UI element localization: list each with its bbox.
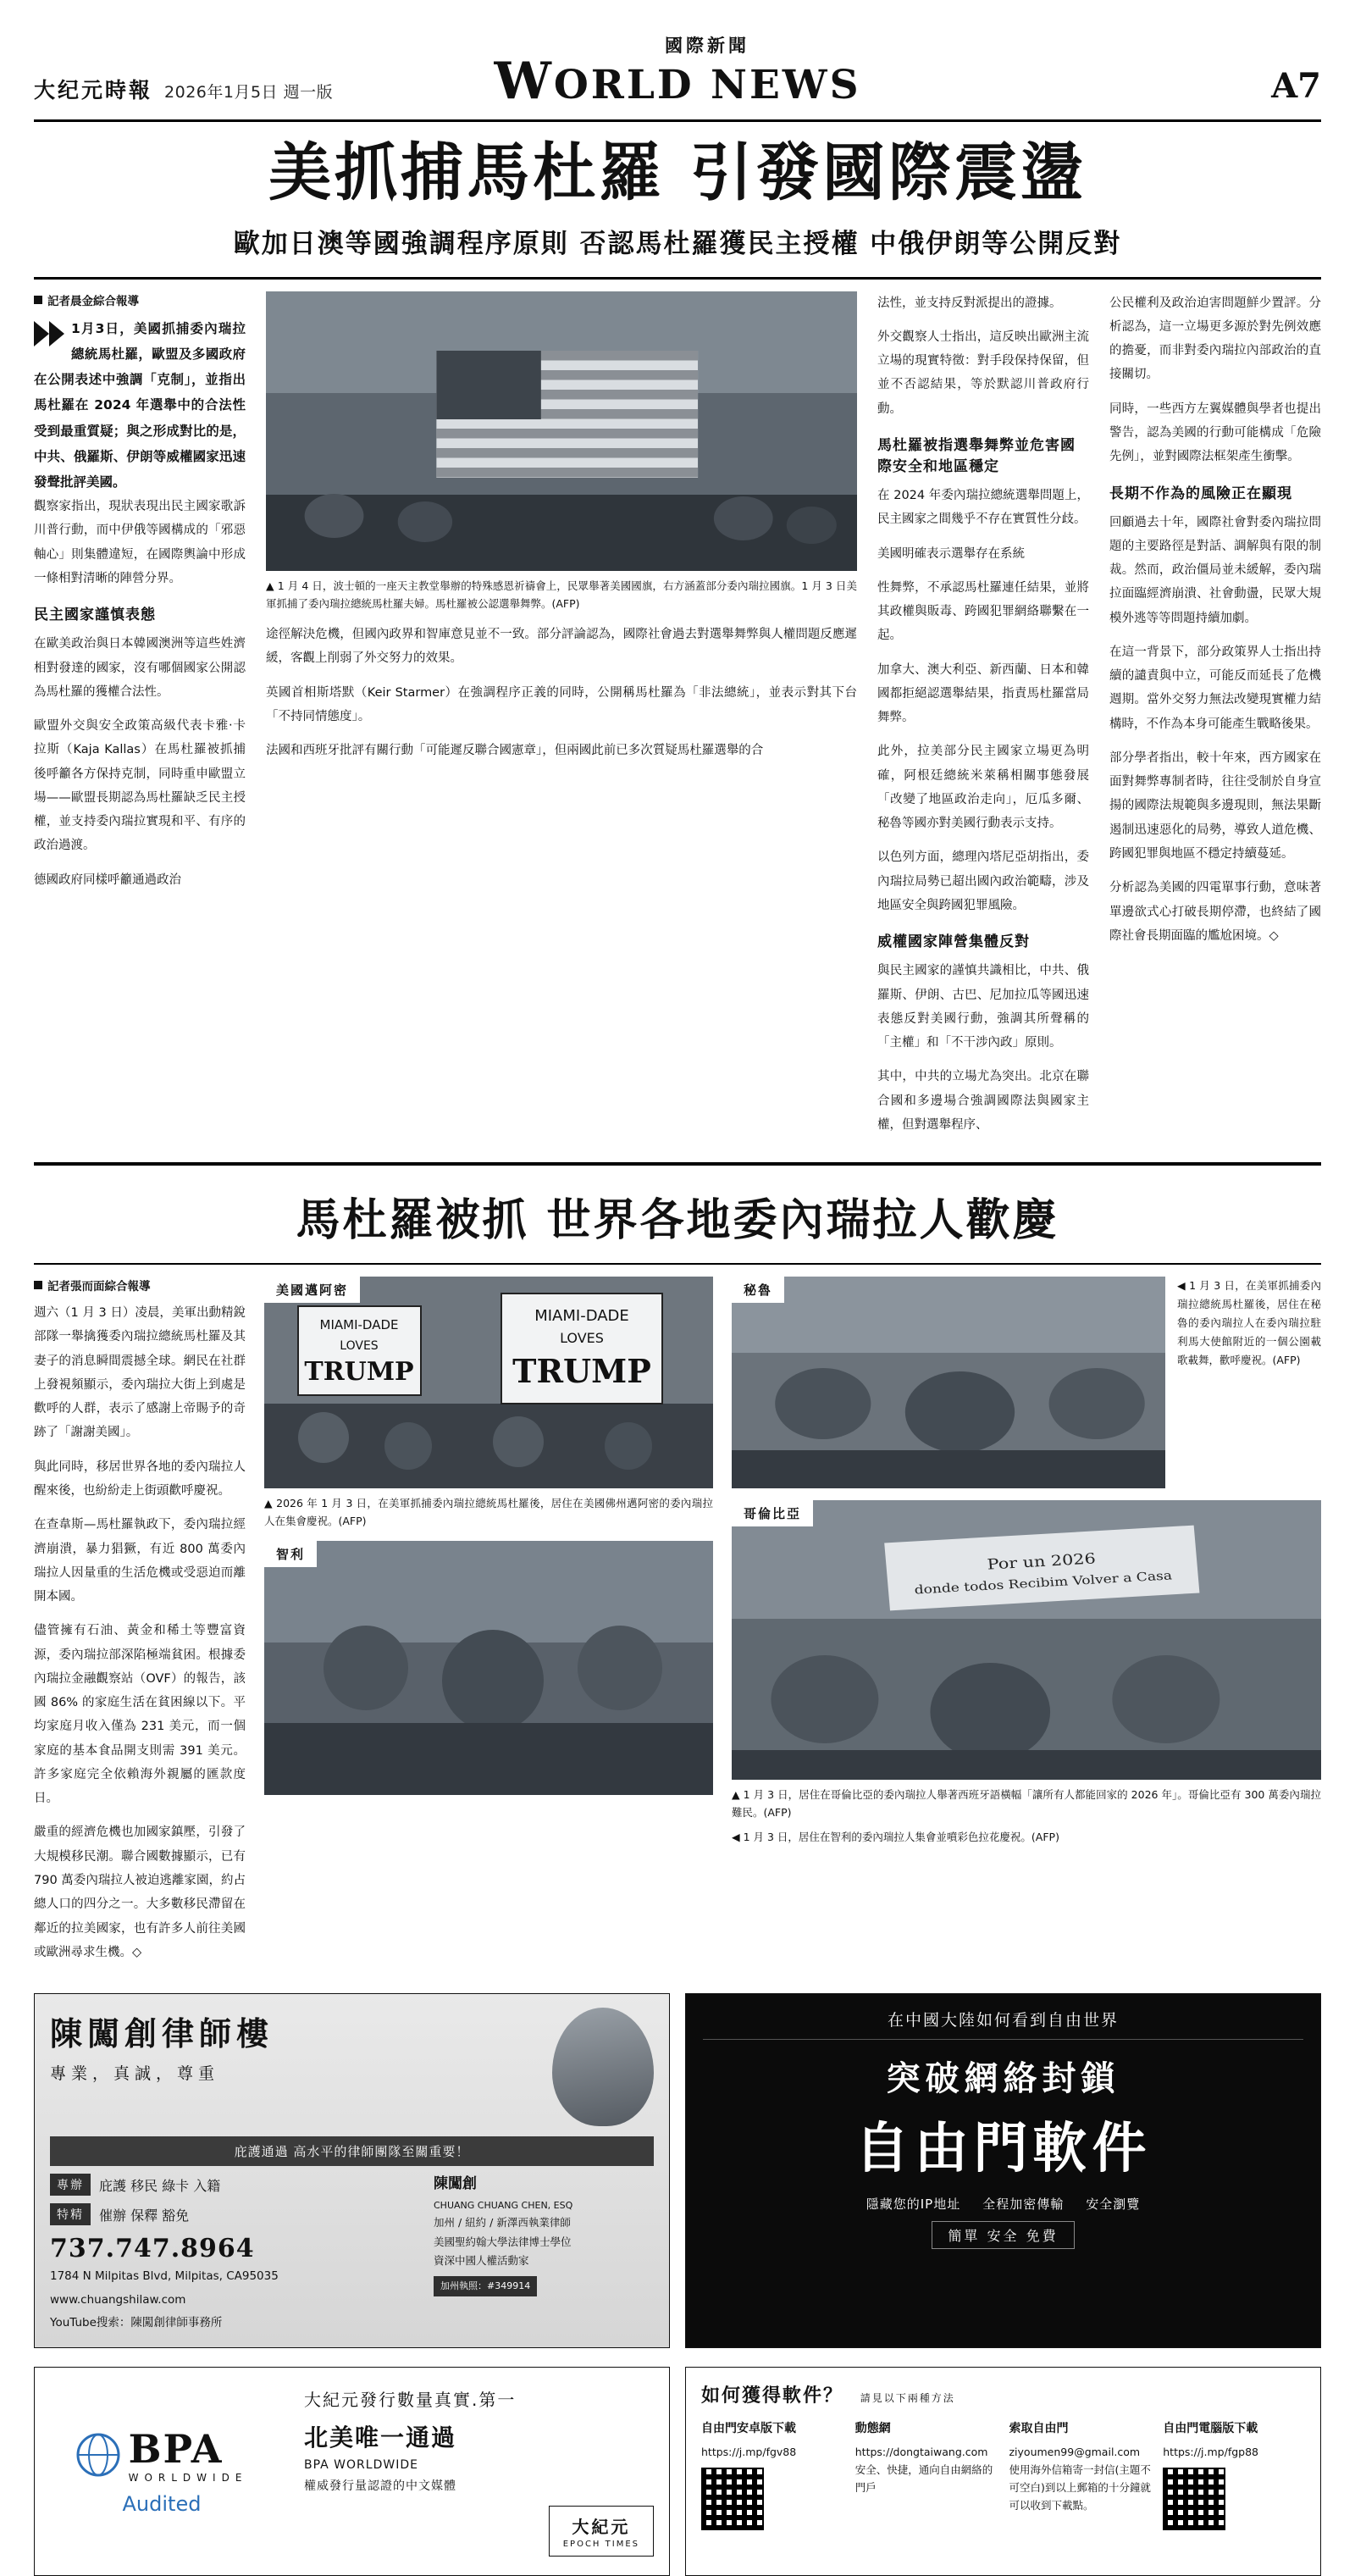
byline-text: 記者張而面綜合報導 <box>47 1280 151 1294</box>
globe-icon <box>76 2433 120 2477</box>
byline-1 <box>34 291 246 308</box>
ad-download-info <box>685 2367 1321 2576</box>
photo-caption-peru: ◀ 1 月 3 日，在美軍抓捕委內瑞拉總統馬杜羅後，居住在秘魯的委內瑞拉人在委內瑞拉駐利馬大使館附近的一個公園載歌載舞，歡呼慶祝。(AFP) <box>1177 1279 1321 1366</box>
paragraph: 德國政府同樣呼籲通過政治 <box>34 873 181 887</box>
article-column-1 <box>34 291 246 1147</box>
svg-text:TRUMP: TRUMP <box>304 1357 414 1388</box>
download-title-1: 自由門安卓版下載 <box>701 2421 796 2435</box>
download-email-3[interactable]: ziyoumen99@gmail.com <box>1009 2445 1141 2458</box>
epoch-logo-en: EPOCH TIMES <box>562 2539 639 2549</box>
paragraph: 在 2024 年委內瑞拉總統選舉問題上，民主國家之間幾乎不存在實質性分歧。 <box>877 489 1089 527</box>
subheading-3: 威權國家陣營集體反對 <box>877 933 1030 951</box>
photo-illustration <box>732 1277 1165 1488</box>
headline-rule <box>34 277 1321 280</box>
section-title-block <box>494 32 861 111</box>
svg-text:LOVES: LOVES <box>340 1339 379 1354</box>
feature-column-photos-right <box>732 1277 1321 1975</box>
download-title-2: 動態網 <box>854 2421 891 2435</box>
photo-chile-rally <box>264 1541 713 1795</box>
paragraph: 法國和西班牙批評有關行動「可能遲反聯合國憲章」，但兩國此前已多次質疑馬杜羅選舉的合 <box>266 744 764 758</box>
section-title-cn: 國際新聞 <box>664 35 749 56</box>
feature-headline: 馬杜羅被抓 世界各地委內瑞拉人歡慶 <box>296 1194 1059 1247</box>
subheading-4: 長期不作為的風險正在顯現 <box>1109 485 1292 502</box>
paragraph: 觀察家指出，現狀表現出民主國家歌訴川普行動，而中伊俄等國構成的「邪惡軸心」則集體違短，在國際輿論中形成一條相對清晰的陣營分界。 <box>34 500 246 586</box>
photo-content <box>266 291 857 571</box>
bpa-text-block <box>289 2368 669 2575</box>
attorney-bio-3: 資深中國人權活動家 <box>434 2254 529 2268</box>
paragraph: 分析認為美國的四電單事行動，意味著單邊欲式心打破長期停滯，也終結了國際社會長期面臨的尷尬困境。◇ <box>1109 881 1321 943</box>
download-link-1[interactable]: https://j.mp/fgv88 <box>701 2445 797 2458</box>
photo-label-colombia: 哥倫比亞 <box>732 1500 813 1526</box>
download-col-3[interactable] <box>1009 2419 1152 2530</box>
photo-boston-vigil <box>266 291 857 571</box>
ad-sw-feature-3: 安全瀏覽 <box>1086 2197 1141 2213</box>
publication-logo: 大纪元時報 <box>34 78 153 102</box>
ad-sw-feature-1: 隱藏您的IP地址 <box>866 2197 961 2213</box>
lead-text: 1月3日，美國抓捕委內瑞拉總統馬杜羅，歐盟及多國政府在公開表述中強調「克制」，並指出馬杜羅在 2024 年選舉中的合法性受到最重質疑；與之形成對比的是，中共、俄羅斯、伊朗等威權國家迅速發聲批評美國。 <box>34 320 246 490</box>
download-question <box>701 2381 1305 2407</box>
paragraph: 在這一背景下，部分政策界人士指出持續的譴責與中立，可能反而延長了危機週期。當外交努力無法改變現實權力結構時，不作為本身可能產生戰略後果。 <box>1109 645 1321 731</box>
ad-law-youtube[interactable]: YouTube搜索：陳闖創律師事務所 <box>50 2316 223 2330</box>
paragraph: 以色列方面，總理內塔尼亞胡指出，委內瑞拉局勢已超出國內政治範疇，涉及地區安全與跨國犯罪風險。 <box>877 850 1089 912</box>
article-column-4 <box>1109 291 1321 1147</box>
download-col-1[interactable] <box>701 2419 843 2530</box>
download-title-4: 自由門電腦版下載 <box>1163 2421 1258 2435</box>
photo-illustration <box>732 1500 1321 1780</box>
download-columns <box>701 2419 1305 2530</box>
svg-text:MIAMI-DADE: MIAMI-DADE <box>319 1317 399 1333</box>
article-column-2 <box>266 291 857 1147</box>
photo-miami-rally <box>264 1277 713 1488</box>
ad-law-tag-2: 特精 <box>50 2203 91 2225</box>
article-column-3 <box>877 291 1089 1147</box>
section-title-en-initial: W <box>494 52 554 111</box>
ad-law-services-2: 催辦 保釋 豁免 <box>99 2207 190 2224</box>
ad-law-address: 1784 N Milpitas Blvd, Milpitas, CA95035 <box>50 2269 279 2284</box>
photo-caption-usa: ▲ 2026 年 1 月 3 日，在美軍抓捕委內瑞拉總統馬杜羅後，居住在美國佛州邁阿密的委內瑞拉人在集會慶祝。(AFP) <box>264 1497 713 1528</box>
paragraph: 與民主國家的謹慎共識相比，中共、俄羅斯、伊朗、古巴、尼加拉瓜等國迅速表態反對美國行動，強調其所聲稱的「主權」和「不干涉內政」原則。 <box>877 964 1089 1050</box>
feature-column-text <box>34 1277 246 1975</box>
peru-row <box>732 1277 1321 1488</box>
bpa-line-2: 北美唯一通過 <box>304 2423 457 2451</box>
bullet-square-icon <box>34 1281 42 1289</box>
download-col-4[interactable] <box>1163 2419 1305 2530</box>
ad-law-phone[interactable]: 737.747.8964 <box>50 2234 255 2264</box>
svg-text:donde todos Recibim Volver a C: donde todos Recibim Volver a Casa <box>914 1568 1173 1598</box>
ad-sw-heading-1: 突破網絡封鎖 <box>886 2058 1120 2099</box>
paragraph: 美國明確表示選舉存在系統 <box>877 546 1025 561</box>
epoch-logo-cn: 大紀元 <box>572 2516 631 2537</box>
paragraph: 英國首相斯塔默（Keir Starmer）在強調程序正義的同時，公開稱馬杜羅為「非法總統」，並表示對其下台「不持同情態度」。 <box>266 685 857 723</box>
ad-sw-feature-2: 全程加密傳輸 <box>982 2197 1065 2213</box>
qr-code-4 <box>1163 2468 1225 2530</box>
advertisement-row-1 <box>34 1993 1321 2348</box>
byline-2 <box>34 1277 246 1294</box>
subheading-2: 馬杜羅被指選舉舞弊並危害國際安全和地區穩定 <box>877 437 1076 476</box>
bpa-line-1: 大紀元發行數量真實.第一 <box>304 2389 517 2410</box>
ad-freegate-software[interactable] <box>685 1993 1321 2348</box>
bpa-worldwide: WORLDWIDE <box>128 2472 248 2485</box>
download-note-2: 安全、快捷，通向自由網絡的門戶 <box>854 2462 993 2495</box>
ad-law-service-row-1 <box>50 2174 420 2196</box>
photo-label-chile: 智利 <box>264 1541 317 1567</box>
download-note-3: 使用海外信箱寄一封信(主題不可空白)到以上郵箱的十分鐘就可以收到下載點。 <box>1009 2462 1151 2512</box>
svg-text:LOVES: LOVES <box>560 1330 604 1347</box>
svg-text:MIAMI-DADE: MIAMI-DADE <box>534 1307 629 1326</box>
ad-bpa-certification <box>34 2367 670 2576</box>
publication-date: 2026年1月5日 週一版 <box>164 83 334 102</box>
feature-grid <box>34 1277 1321 1975</box>
paragraph: 途徑解決危機，但國內政界和智庫意見並不一致。部分評論認為，國際社會過去對選舉舞弊與人權問題反應遲緩，客觀上削弱了外交努力的效果。 <box>266 628 857 666</box>
paragraph: 歐盟外交與安全政策高級代表卡雅‧卡拉斯（Kaja Kallas）在馬杜羅被抓捕後呼籲各方保持克制，同時重申歐盟立場——歐盟長期認為馬杜羅缺乏民主授權，並支持委內瑞拉實現和平、有序的政治過渡。 <box>34 719 246 853</box>
ad-law-service-row-2 <box>50 2203 420 2225</box>
photo-label-peru: 秘魯 <box>732 1277 784 1303</box>
ad-law-website[interactable]: www.chuangshilaw.com <box>50 2292 186 2307</box>
bpa-line-4: 權威發行量認證的中文媒體 <box>304 2479 456 2493</box>
qr-code-1 <box>701 2468 764 2530</box>
bpa-line-3: BPA WORLDWIDE <box>304 2457 418 2472</box>
paragraph: 週六（1 月 3 日）凌晨，美軍出動精銳部隊一舉擒獲委內瑞拉總統馬杜羅及其妻子的消息瞬間震撼全球。網民在社群上發視頻顯示，委內瑞拉大街上到處是歡呼的人群，表示了感謝上帝賜予的奇跡了「謝謝美國」。 <box>34 1306 246 1440</box>
paragraph: 其中，中共的立場尤為突出。北京在聯合國和多邊場合強調國際法與國家主權，但對選舉程序、 <box>877 1070 1089 1132</box>
feature-column-photos-mid <box>264 1277 713 1975</box>
paragraph: 與此同時，移居世界各地的委內瑞拉人醒來後，也紛紛走上街頭歡呼慶祝。 <box>34 1460 246 1498</box>
ad-law-subtitle: 專業，真誠，尊重 <box>50 2064 220 2084</box>
bullet-square-icon <box>34 296 42 304</box>
ad-sw-quote: 在中國大陸如何看到自由世界 <box>703 2008 1303 2040</box>
paragraph: 儘管擁有石油、黃金和稀土等豐富資源，委內瑞拉部深陷極端貧困。根據委內瑞拉金融觀察站（OVF）的報告，該國 86% 的家庭生活在貧困線以下。平均家庭月收入僅為 231 美元，而一個家庭的基本食品開支則需 391 美元。許多家庭完全依賴海外親屬的匯款度日。 <box>34 1624 246 1806</box>
attorney-name-en: CHUANG CHUANG CHEN, ESQ <box>434 2199 573 2211</box>
arrow-marker-icon <box>34 319 64 348</box>
page-number: A7 <box>1271 66 1321 106</box>
paragraph: 部分學者指出，較十年來，西方國家在面對舞弊專制者時，往往受制於自身宣揚的國際法規範與多邊現則，無法果斷遏制迅速惡化的局勢，導致人道危機、跨國犯罪與地區不穩定持續蔓延。 <box>1109 751 1321 861</box>
ad-sw-heading-2: 自由門軟件 <box>854 2117 1152 2181</box>
epoch-times-logo <box>549 2506 654 2557</box>
photo-illustration <box>266 291 857 571</box>
advertisement-row-2 <box>34 2367 1321 2576</box>
bpa-audited: Audited <box>122 2492 202 2517</box>
paragraph: 回顧過去十年，國際社會對委內瑞拉問題的主要路徑是對話、調解與有限的制裁。然而，政治僵局並未緩解，委內瑞拉面臨經濟崩潰、社會動盪，民眾大規模外逃等等問題持續加劇。 <box>1109 515 1321 625</box>
download-question-text: 如何獲得軟件？ <box>701 2385 844 2407</box>
photo-label-usa: 美國邁阿密 <box>264 1277 360 1303</box>
ad-sw-tagline: 簡單 安全 免費 <box>932 2221 1074 2249</box>
attorney-bar-number: 加州執照：#349914 <box>434 2276 537 2296</box>
paragraph: 嚴重的經濟危機也加國家鎮壓，引發了大規模移民潮。聯合國數據顯示，已有 790 萬委內瑞拉人被迫逃離家園，約占總人口的四分之一。大多數移民滯留在鄰近的拉美國家，也有許多人前往美國或歐洲尋求生機。◇ <box>34 1825 246 1959</box>
bpa-mark: BPA <box>128 2426 224 2473</box>
svg-text:Por un 2026: Por un 2026 <box>986 1550 1097 1574</box>
paragraph: 加拿大、澳大利亞、新西蘭、日本和韓國都拒絕認選舉結果，指責馬杜羅當局舞弊。 <box>877 662 1089 725</box>
download-question-sub: 請見以下兩種方法 <box>860 2391 955 2404</box>
svg-text:TRUMP: TRUMP <box>512 1352 651 1391</box>
ad-law-tag-1: 專辦 <box>50 2174 91 2196</box>
download-col-2[interactable] <box>855 2419 998 2530</box>
photo-illustration <box>264 1277 713 1488</box>
paragraph: 在查韋斯—馬杜羅執政下，委內瑞拉經濟崩潰，暴力猖獗，有近 800 萬委內瑞拉人因量重的生活危機或受惡迫而離開本國。 <box>34 1518 246 1604</box>
paragraph: 外交觀察人士指出，這反映出歐洲主流立場的現實特徵：對手段保持保留，但並不否認結果，等於默認川普政府行動。 <box>877 330 1089 416</box>
ad-law-services-1: 庇護 移民 綠卡 入籍 <box>99 2177 221 2194</box>
byline-text: 記者晨金綜合報導 <box>47 294 139 308</box>
paragraph: 法性，並支持反對派提出的證據。 <box>877 296 1062 310</box>
headline-block <box>34 122 1321 260</box>
paragraph: 在歐美政治與日本韓國澳洲等這些姓濟相對發達的國家，沒有哪個國家公開認為馬杜羅的獲權合法性。 <box>34 637 246 699</box>
ad-law-title: 陳闖創律師樓 <box>50 2014 274 2053</box>
photo-caption-chile: ◀ 1 月 3 日，居住在智利的委內瑞拉人集會並噴彩色拉花慶祝。(AFP) <box>732 1830 1059 1843</box>
bpa-logo-block <box>35 2368 289 2575</box>
feature-rule <box>34 1263 1321 1265</box>
attorney-name-cn: 陳闖創 <box>434 2175 477 2193</box>
download-link-4[interactable]: https://j.mp/fgp88 <box>1163 2445 1259 2458</box>
attorney-bio-1: 加州 / 紐約 / 新澤西執業律師 <box>434 2216 571 2230</box>
section-title-en <box>494 52 861 111</box>
top-article-grid <box>34 291 1321 1147</box>
section-title-en-rest: ORLD NEWS <box>553 62 861 108</box>
photo-caption-colombia: ▲ 1 月 3 日，居住在哥倫比亞的委內瑞拉人舉著西班牙語橫幅「讓所有人都能回家的 2026 年」。哥倫比亞有 300 萬委內瑞拉難民。(AFP) <box>732 1788 1321 1820</box>
ad-law-band: 庇護通過 高水平的律師團隊至關重要！ <box>50 2136 654 2166</box>
paragraph: 公民權利及政治迫害問題鮮少置評。分析認為，這一立場更多源於對先例效應的擔憂，而非對委內瑞拉內部政治的直接關切。 <box>1109 296 1321 382</box>
photo-peru-rally <box>732 1277 1165 1488</box>
photo-colombia-rally <box>732 1500 1321 1780</box>
paragraph: 此外，拉美部分民主國家立場更為明確，阿根廷總統米萊稱相關事態發展「改變了地區政治走向」，厄瓜多爾、秘魯等國亦對美國行動表示支持。 <box>877 745 1089 831</box>
ad-law-firm[interactable] <box>34 1993 670 2348</box>
subheading-1: 民主國家謹慎表態 <box>34 607 156 624</box>
masthead-left <box>34 74 333 104</box>
attorney-bio-2: 美國聖約翰大學法律博士學位 <box>434 2235 572 2248</box>
download-title-3: 索取自由門 <box>1009 2421 1069 2435</box>
masthead <box>34 29 1321 122</box>
main-headline: 美抓捕馬杜羅 引發國際震盪 <box>268 136 1087 209</box>
lead-paragraph <box>34 316 246 496</box>
photo-caption-1: ▲ 1 月 4 日，波士頓的一座天主教堂舉辦的特殊感恩祈禱會上，民眾舉著美國國旗，右方涵蓋部分委內瑞拉國旗。1 月 3 日美軍抓捕了委內瑞拉總統馬杜羅夫婦。馬杜羅被公認選舉舞弊。(AFP) <box>266 579 857 610</box>
paragraph: 性舞弊，不承認馬杜羅連任結果，並將其政權與販毒、跨國犯罪網絡聯繫在一起。 <box>877 580 1089 643</box>
photo-illustration <box>264 1541 713 1795</box>
attorney-headshot <box>552 2008 654 2126</box>
sub-headline: 歐加日澳等國強調程序原則 否認馬杜羅獲民主授權 中俄伊朗等公開反對 <box>233 228 1122 259</box>
ad-sw-features <box>703 2195 1303 2213</box>
download-link-2[interactable]: https://dongtaiwang.com <box>854 2445 988 2458</box>
paragraph: 同時，一些西方左翼媒體與學者也提出警告，認為美國的行動可能構成「危險先例」，並對國際法框架產生衝擊。 <box>1109 402 1321 464</box>
